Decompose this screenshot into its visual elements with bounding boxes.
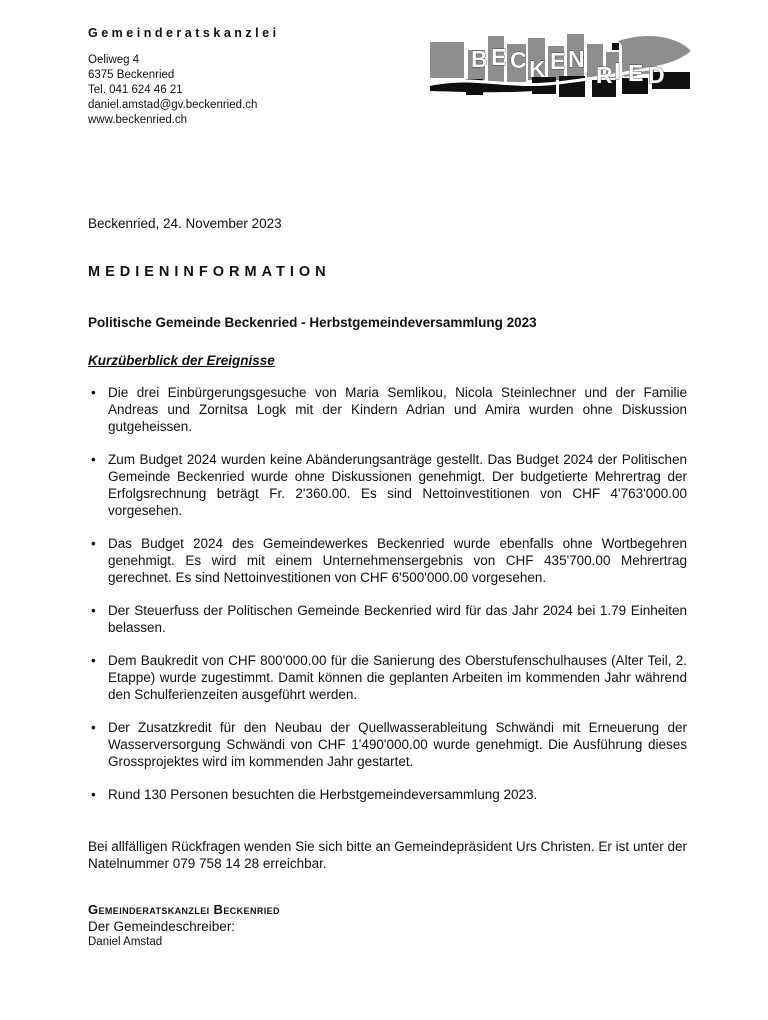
address-website: www.beckenried.ch [88, 114, 188, 126]
list-item: • Rund 130 Personen besuchten die Herbstgemeindeversammlung 2023. [88, 786, 687, 803]
event-summary-list [88, 384, 687, 819]
list-item: • Der Zusatzkredit für den Neubau der Quellwasserableitung Schwändi mit Erneuerung der Wasserversorgung Schwändi von CHF 1'490'000.00 wurde genehmigt. Die Ausführung dieses Grossprojektes wird im kommenden Jahr gestartet. [88, 719, 687, 770]
dateline: Beckenried, 24. November 2023 [88, 216, 282, 231]
beckenried-logo [428, 27, 692, 97]
signature-organisation: Gemeinderatskanzlei Beckenried [88, 902, 280, 917]
address-email: daniel.amstad@gv.beckenried.ch [88, 99, 258, 111]
address-city: 6375 Beckenried [88, 69, 175, 81]
list-item: • Das Budget 2024 des Gemeindewerkes Beckenried wurde ebenfalls ohne Wortbegehren genehmigt. Es wird mit einem Unternehmensergebnis von CHF 435'700.00 Mehrertrag gerechnet. Es sind Nettoinvestitionen von CHF 6'500'000.00 vorgesehen. [88, 535, 687, 586]
list-item: • Zum Budget 2024 wurden keine Abänderungsanträge gestellt. Das Budget 2024 der Politischen Gemeinde Beckenried wurde ohne Diskussionen genehmigt. Der budgetierte Mehrertrag der Erfolgsrechnung beträgt Fr. 2'360.00. Es sind Nettoinvestitionen von CHF 4'763'000.00 vorgesehen. [88, 451, 687, 519]
list-item: • Dem Baukredit von CHF 800'000.00 für die Sanierung des Oberstufenschulhauses (Alter Teil, 2. Etappe) wurde zugestimmt. Damit können die geplanten Arbeiten im kommenden Jahr während den Schulferienzeiten ausgeführt werden. [88, 652, 687, 703]
address-phone: Tel. 041 624 46 21 [88, 84, 183, 96]
signature-role: Der Gemeindeschreiber: [88, 919, 236, 934]
address-street: Oeliweg 4 [88, 54, 140, 66]
letterhead-office-title: Gemeinderatskanzlei [88, 26, 280, 40]
signature-block [88, 901, 280, 950]
beckenried-logo-icon [428, 27, 692, 97]
contact-note: Bei allfälligen Rückfragen wenden Sie sich bitte an Gemeindepräsident Urs Christen. Er ist unter der Natelnummer 079 758 14 28 erreichbar. [88, 839, 687, 871]
letterhead-address-block [88, 53, 257, 128]
list-item: • Der Steuerfuss der Politischen Gemeinde Beckenried wird für das Jahr 2024 bei 1.79 Einheiten belassen. [88, 602, 687, 636]
logo-wordmark: BECKENRIED [471, 44, 665, 88]
list-item: • Die drei Einbürgerungsgesuche von Maria Semlikou, Nicola Steinlechner und der Familie Andreas und Zornitsa Logk mit der Kindern Adrian und Amira wurden ohne Diskussion gutgeheissen. [88, 384, 687, 435]
signature-name: Daniel Amstad [88, 936, 163, 948]
section-heading: Kurzüberblick der Ereignisse [88, 353, 275, 368]
document-title: Politische Gemeinde Beckenried - Herbstgemeindeversammlung 2023 [88, 315, 537, 330]
media-information-heading: MEDIENINFORMATION [88, 264, 331, 280]
